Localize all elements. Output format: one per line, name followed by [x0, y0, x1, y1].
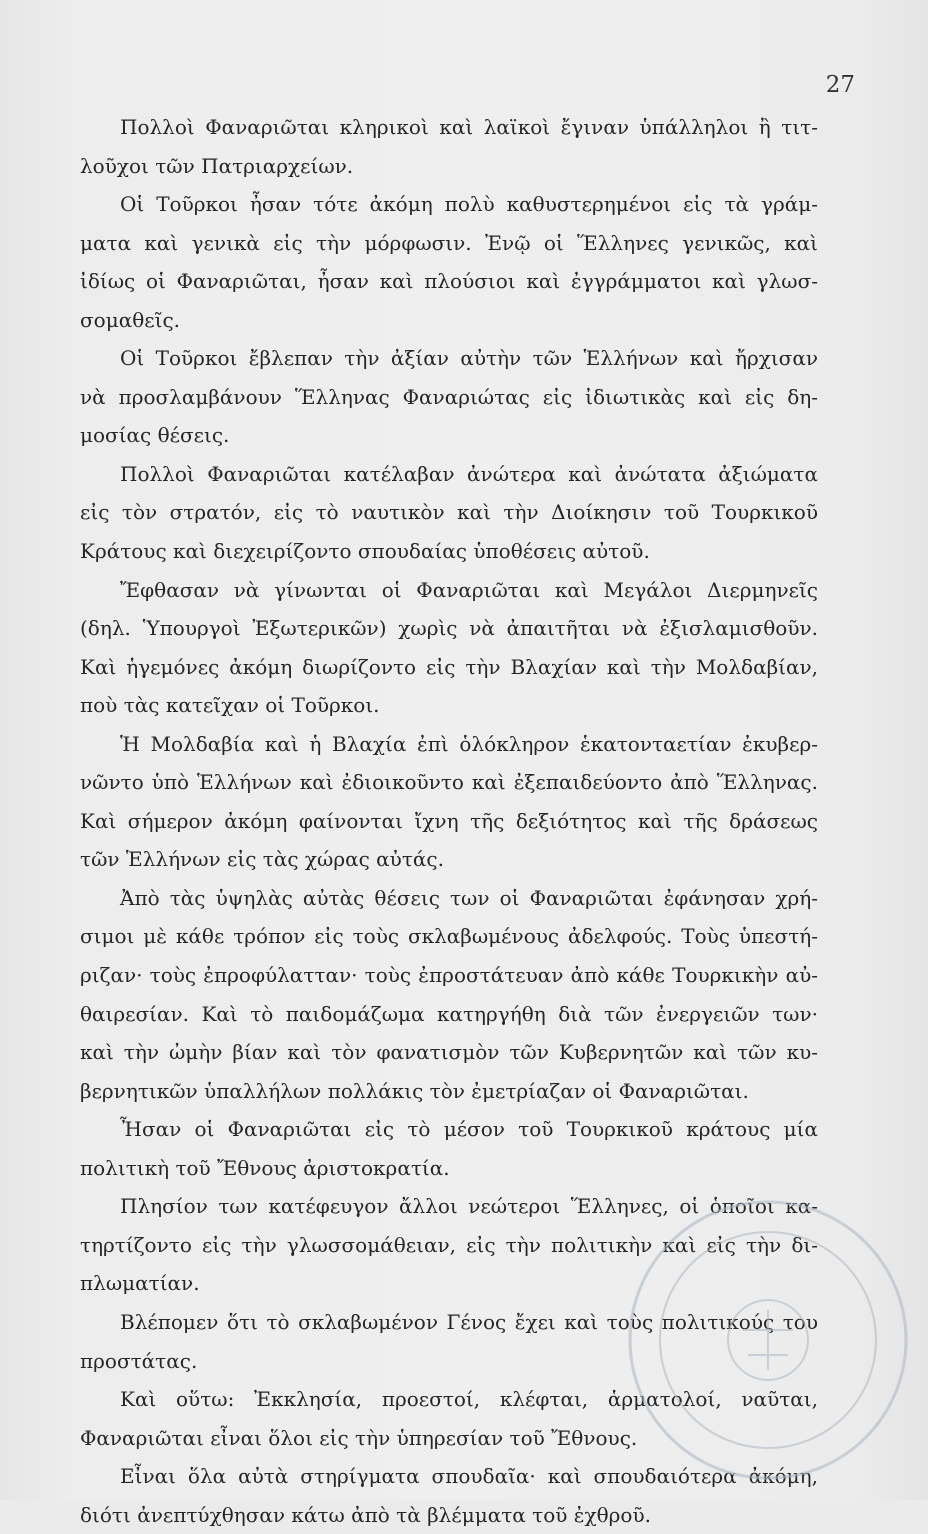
library-stamp-icon: [618, 1190, 918, 1490]
text-line: προστάτας.: [80, 1348, 198, 1373]
text-line: Πολλοὶ Φαναριῶται κατέλαβαν ἀνώτερα καὶ ἀνώτατα ἀξιώματα: [120, 461, 818, 486]
text-line: Ἡ Μολδαβία καὶ ἡ Βλαχία ἐπὶ ὁλόκληρον ἑκατονταετίαν ἐκυβερ-: [120, 731, 818, 756]
text-line: τηρτίζοντο εἰς τὴν γλωσσομάθειαν, εἰς τὴν πολιτικὴν καὶ εἰς τὴν δι-: [80, 1232, 818, 1257]
text-line: ποὺ τὰς κατεῖχαν οἱ Τοῦρκοι.: [80, 693, 380, 718]
text-line: βερνητικῶν ὑπαλλήλων πολλάκις τὸν ἐμετρίαζαν οἱ Φαναριῶται.: [80, 1078, 749, 1103]
text-line: Εἶναι ὅλα αὐτὰ στηρίγματα σπουδαῖα· καὶ σπουδαιότερα ἀκόμη,: [120, 1464, 818, 1489]
text-line: ματα καὶ γενικὰ εἰς τὴν μόρφωσιν. Ἐνῷ οἱ Ἕλληνες γενικῶς, καὶ: [80, 230, 818, 255]
text-line: καὶ τὴν ὠμὴν βίαν καὶ τὸν φανατισμὸν τῶν Κυβερνητῶν καὶ τῶν κυ-: [80, 1040, 818, 1065]
text-line: (δηλ. Ὑπουργοὶ Ἐξωτερικῶν) χωρὶς νὰ ἀπαιτῆται νὰ ἐξισλαμισθοῦν.: [80, 616, 818, 641]
text-line: Καὶ οὕτω: Ἐκκλησία, προεστοί, κλέφται, ἁρματολοί, ναῦται,: [120, 1387, 818, 1412]
text-line: πλωματίαν.: [80, 1271, 200, 1296]
text-line: σομαθεῖς.: [80, 307, 180, 332]
text-line: Πολλοὶ Φαναριῶται κληρικοὶ καὶ λαϊκοὶ ἔγιναν ὑπάλληλοι ἢ τιτ-: [120, 115, 818, 139]
text-line: πολιτικὴ τοῦ Ἔθνους ἀριστοκρατία.: [80, 1155, 450, 1180]
text-line: Οἱ Τοῦρκοι ἔβλεπαν τὴν ἀξίαν αὐτὴν τῶν Ἑλλήνων καὶ ἤρχισαν: [120, 346, 818, 371]
text-line: θαιρεσίαν. Καὶ τὸ παιδομάζωμα κατηργήθη διὰ τῶν ἐνεργειῶν των·: [80, 1001, 818, 1026]
text-line: Φαναριῶται εἶναι ὅλοι εἰς τὴν ὑπηρεσίαν τοῦ Ἔθνους.: [80, 1425, 638, 1450]
text-line: Οἱ Τοῦρκοι ἦσαν τότε ἀκόμη πολὺ καθυστερημένοι εἰς τὰ γράμ-: [120, 192, 818, 217]
text-line: Βλέπομεν ὅτι τὸ σκλαβωμένον Γένος ἔχει καὶ τοὺς πολιτικούς του: [120, 1309, 818, 1334]
text-line: Καὶ σήμερον ἀκόμη φαίνονται ἴχνη τῆς δεξιότητος καὶ τῆς δράσεως: [80, 808, 818, 833]
text-line: Ἀπὸ τὰς ὑψηλὰς αὐτὰς θέσεις των οἱ Φαναριῶται ἐφάνησαν χρή-: [120, 885, 818, 910]
text-line: Ἔφθασαν νὰ γίνωνται οἱ Φαναριῶται καὶ Μεγάλοι Διερμηνεῖς: [120, 577, 818, 602]
text-line: ριζαν· τοὺς ἐπροφύλατταν· τοὺς ἐπροστάτευαν ἀπὸ κάθε Τουρκικὴν αὐ-: [80, 963, 818, 988]
text-line: Καὶ ἡγεμόνες ἀκόμη διωρίζοντο εἰς τὴν Βλαχίαν καὶ τὴν Μολδαβίαν,: [80, 654, 818, 679]
text-line: μοσίας θέσεις.: [80, 423, 230, 448]
text-line: διότι ἀνεπτύχθησαν κάτω ἀπὸ τὰ βλέμματα τοῦ ἐχθροῦ.: [80, 1502, 651, 1527]
text-line: νῶντο ὑπὸ Ἑλλήνων καὶ ἐδιοικοῦντο καὶ ἐξεπαιδεύοντο ἀπὸ Ἕλληνας.: [80, 770, 818, 795]
text-line: Πλησίον των κατέφευγον ἄλλοι νεώτεροι Ἕλληνες, οἱ ὁποῖοι κα-: [120, 1194, 818, 1219]
text-line: Ἦσαν οἱ Φαναριῶται εἰς τὸ μέσον τοῦ Τουρκικοῦ κράτους μία: [120, 1117, 818, 1142]
text-line: νὰ προσλαμβάνουν Ἕλληνας Φαναριώτας εἰς ἰδιωτικὰς καὶ εἰς δη-: [80, 384, 818, 409]
page-number: 27: [825, 72, 855, 98]
text-line: σιμοι μὲ κάθε τρόπον εἰς τοὺς σκλαβωμένους ἀδελφούς. Τοὺς ὑπεστή-: [80, 924, 818, 949]
text-line: λοῦχοι τῶν Πατριαρχείων.: [80, 153, 354, 178]
text-line: Κράτους καὶ διεχειρίζοντο σπουδαίας ὑποθέσεις αὐτοῦ.: [80, 539, 650, 564]
text-line: τῶν Ἑλλήνων εἰς τὰς χώρας αὐτάς.: [80, 847, 444, 872]
text-line: ἰδίως οἱ Φαναριῶται, ἦσαν καὶ πλούσιοι καὶ ἐγγράμματοι καὶ γλωσ-: [80, 269, 818, 294]
text-line: εἰς τὸν στρατόν, εἰς τὸ ναυτικὸν καὶ τὴν Διοίκησιν τοῦ Τουρκικοῦ: [80, 500, 818, 525]
